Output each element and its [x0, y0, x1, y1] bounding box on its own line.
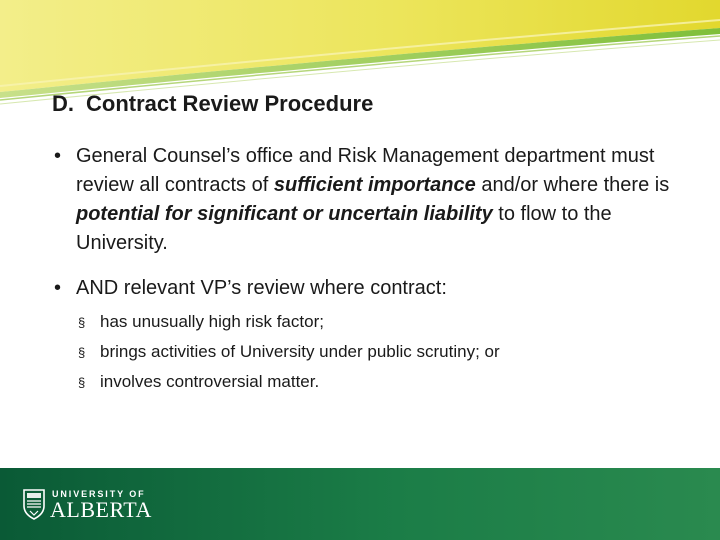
slide-content [52, 142, 692, 397]
slide-title [52, 88, 692, 120]
logo-text-university-of: UNIVERSITY OF [52, 489, 146, 499]
slide-title-number: D. [52, 91, 74, 116]
logo-text-alberta: ALBERTA [50, 497, 152, 522]
bullet1-emphasis-liability: potential for significant or uncertain liability [76, 203, 493, 225]
bullet-marker: • [54, 277, 62, 299]
sub-bullet-marker: § [78, 315, 86, 330]
bullet-vp-review [52, 274, 692, 303]
list-item-text: has unusually high risk factor; [100, 312, 324, 331]
sub-bullet-marker: § [78, 345, 86, 360]
slide-title-text: Contract Review Procedure [86, 91, 374, 116]
list-item-text: brings activities of University under public scrutiny; or [100, 342, 500, 361]
list-item [76, 307, 692, 337]
vp-review-conditions-list [76, 307, 692, 397]
bullet-review-requirement [52, 142, 692, 258]
list-item [76, 367, 692, 397]
bullet1-text-part3: to flow to the University. [76, 203, 612, 254]
bullet1-emphasis-sufficient-importance: sufficient importance [273, 174, 476, 196]
list-item-text: involves controversial matter. [100, 372, 320, 391]
sub-bullet-marker: § [78, 375, 86, 390]
bullet2-text: AND relevant VP’s review where contract: [76, 277, 447, 299]
bullet1-text-part1: General Counsel’s office and Risk Management department must review all contracts of [76, 145, 655, 196]
bullet-marker: • [54, 145, 62, 167]
bullet1-text-part2: and/or where there is [475, 174, 670, 196]
university-logo [22, 488, 162, 522]
crest-icon [22, 488, 46, 520]
list-item [76, 337, 692, 367]
